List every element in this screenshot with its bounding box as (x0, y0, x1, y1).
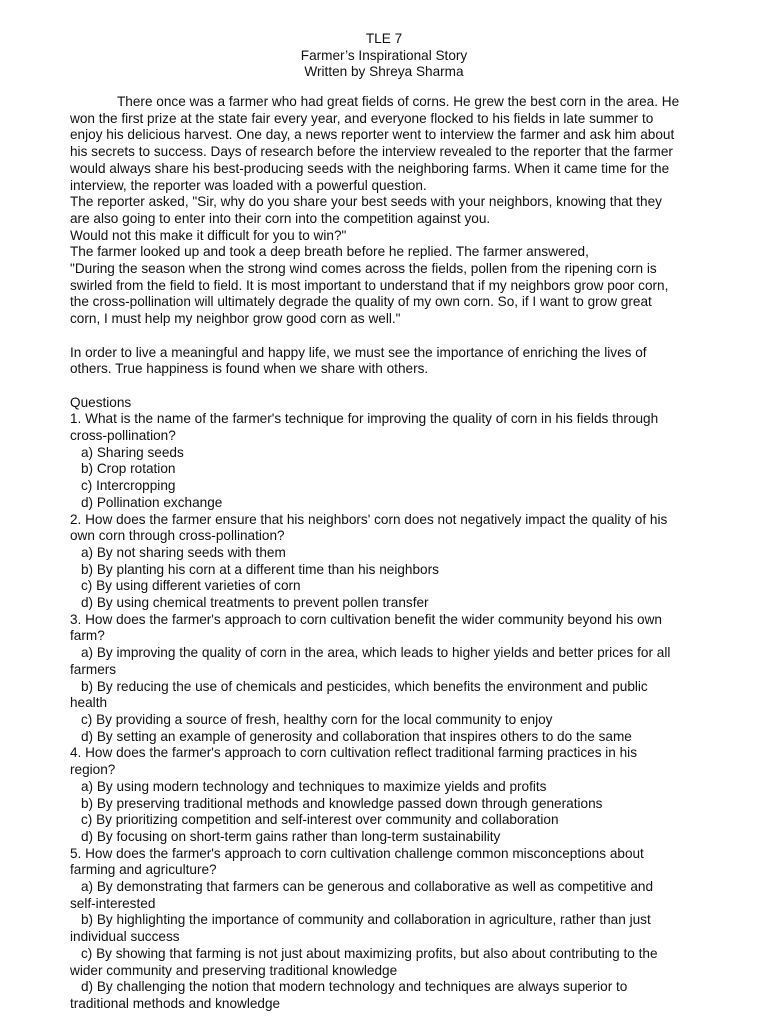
answer-option-continuation: wider community and preserving traditional knowledge (70, 962, 398, 978)
answer-option-continuation: farmers (70, 661, 117, 677)
story-paragraph (70, 94, 710, 328)
question-text: own corn through cross-pollination? (70, 528, 285, 544)
moral-paragraph (70, 345, 710, 378)
text-line: others. True happiness is found when we share with others. (70, 361, 429, 377)
text-line: his secrets to success. Days of research before the interview revealed to the reporter that the farmer (70, 144, 673, 160)
answer-option: a) By using modern technology and techniques to maximize yields and profits (81, 778, 547, 794)
answer-option: b) Crop rotation (81, 461, 176, 477)
text-line: The reporter asked, "Sir, why do you share your best seeds with your neighbors, knowing that they (70, 194, 662, 210)
question-text: cross-pollination? (70, 428, 176, 444)
question-3 (70, 612, 710, 746)
answer-option-continuation: self-interested (70, 895, 156, 911)
text-line: "During the season when the strong wind comes across the fields, pollen from the ripening corn is (70, 261, 657, 277)
question-4 (70, 745, 710, 845)
answer-option: b) By planting his corn at a different time than his neighbors (81, 561, 439, 577)
story-title: Farmer’s Inspirational Story (300, 47, 468, 63)
answer-option: a) By improving the quality of corn in the area, which leads to higher yields and better prices for all (81, 645, 671, 661)
answer-option-continuation: individual success (70, 929, 180, 945)
question-text: 2. How does the farmer ensure that his neighbors' corn does not negatively impact the quality of his (70, 511, 668, 527)
paragraph-gap (70, 328, 710, 345)
text-line: swirled from the field to field. It is most important to understand that if my neighbors grow poor corn, (70, 277, 669, 293)
author-line: Written by Shreya Sharma (304, 64, 464, 79)
question-text: 4. How does the farmer's approach to corn cultivation reflect traditional farming practices in his (70, 745, 638, 761)
answer-option-continuation: traditional methods and knowledge (70, 995, 281, 1011)
text-line: would always share his best-producing seeds with the neighboring farms. When it came time for the (70, 160, 670, 176)
question-text: farming and agriculture? (70, 862, 217, 878)
text-line: won the first prize at the state fair every year, and everyone flocked to his fields in late summer to (70, 110, 654, 126)
questions-section (70, 395, 710, 1013)
answer-option: d) By using chemical treatments to prevent pollen transfer (81, 595, 429, 611)
answer-option: d) By focusing on short-term gains rather than long-term sustainability (81, 828, 501, 844)
questions-heading: Questions (70, 394, 132, 410)
answer-option: c) By using different varieties of corn (81, 578, 301, 594)
answer-option: d) By setting an example of generosity and collaboration that inspires others to do the same (81, 728, 632, 744)
text-line: enjoy his delicious harvest. One day, a news reporter went to interview the farmer and ask him about (70, 127, 675, 143)
answer-option-continuation: health (70, 695, 108, 711)
text-line: corn, I must help my neighbor grow good corn as well." (70, 311, 401, 327)
question-5 (70, 846, 710, 1013)
answer-option: c) By showing that farming is not just about maximizing profits, but also about contributing to the (81, 945, 658, 961)
question-text: region? (70, 762, 116, 778)
text-line: are also going to enter into their corn into the competition against you. (70, 210, 491, 226)
text-line: In order to live a meaningful and happy life, we must see the importance of enriching the lives of (70, 344, 647, 360)
question-2 (70, 512, 710, 612)
question-text: 3. How does the farmer's approach to corn cultivation benefit the wider community beyond his own (70, 611, 662, 627)
document-header (0, 31, 768, 81)
answer-option: b) By highlighting the importance of community and collaboration in agriculture, rather than just (81, 912, 651, 928)
question-text: farm? (70, 628, 105, 644)
answer-option: d) By challenging the notion that modern technology and techniques are always superior to (81, 979, 628, 995)
answer-option: d) Pollination exchange (81, 494, 223, 510)
answer-option: c) By providing a source of fresh, healthy corn for the local community to enjoy (81, 711, 553, 727)
text-line: The farmer looked up and took a deep breath before he replied. The farmer answered, (70, 244, 589, 260)
question-1 (70, 411, 710, 511)
answer-option: a) Sharing seeds (81, 444, 184, 460)
answer-option: a) By demonstrating that farmers can be generous and collaborative as well as competitive and (81, 879, 653, 895)
answer-option: c) By prioritizing competition and self-interest over community and collaboration (81, 812, 559, 828)
answer-option: b) By preserving traditional methods and knowledge passed down through generations (81, 795, 603, 811)
answer-option: c) Intercropping (81, 478, 176, 494)
text-line: interview, the reporter was loaded with a powerful question. (70, 177, 427, 193)
question-text: 1. What is the name of the farmer's technique for improving the quality of corn in his fields through (70, 411, 659, 427)
text-line: Would not this make it difficult for you to win?" (70, 227, 347, 243)
document-body (70, 94, 710, 1013)
course-label: TLE 7 (365, 31, 403, 46)
text-line: There once was a farmer who had great fields of corns. He grew the best corn in the area. He (117, 94, 680, 109)
text-line: the cross-pollination will ultimately degrade the quality of my own corn. So, if I want to grow great (70, 294, 652, 310)
paragraph-gap (70, 378, 710, 395)
answer-option: a) By not sharing seeds with them (81, 544, 286, 560)
answer-option: b) By reducing the use of chemicals and pesticides, which benefits the environment and public (81, 678, 648, 694)
question-text: 5. How does the farmer's approach to corn cultivation challenge common misconceptions about (70, 845, 644, 861)
